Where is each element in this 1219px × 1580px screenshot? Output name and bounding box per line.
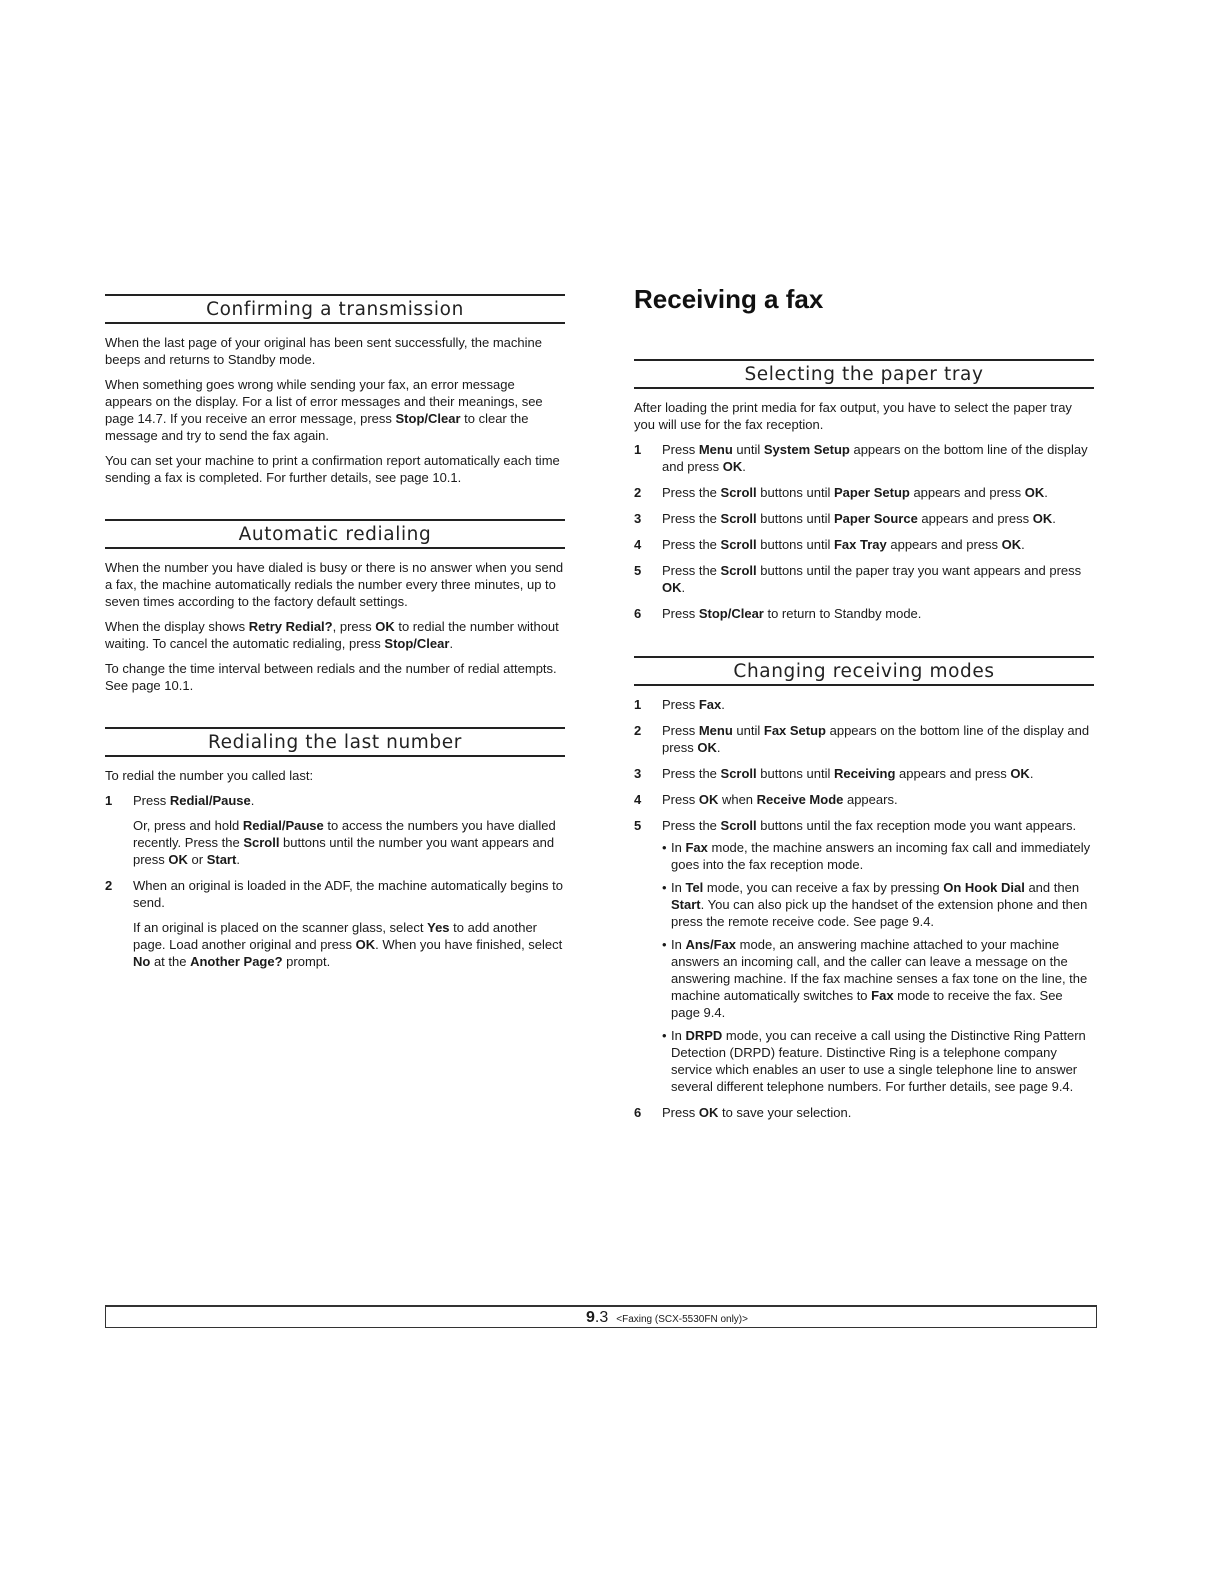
section-heading-redialing: Automatic redialing xyxy=(105,519,565,549)
step-text: Press the Scroll buttons until the fax reception mode you want appears. xyxy=(662,818,1077,833)
spacer xyxy=(105,494,565,519)
section-heading-last-number: Redialing the last number xyxy=(105,727,565,757)
step-item: 2 Press the Scroll buttons until Paper Setup appears and press OK. xyxy=(634,485,1048,500)
page-number-minor: .3 xyxy=(594,1309,609,1326)
paragraph xyxy=(105,452,565,486)
step-number: 3 xyxy=(634,766,642,781)
step-number: 4 xyxy=(634,537,642,552)
step-number: 6 xyxy=(634,606,642,621)
step-item xyxy=(105,792,565,868)
bullet-icon: • xyxy=(662,880,667,895)
step-number: 2 xyxy=(105,878,113,893)
bold-term: Redial/Pause xyxy=(169,793,251,808)
spacer xyxy=(634,631,1094,656)
spacer xyxy=(105,702,565,727)
text: When the number you have dialed is busy or there is no answer when you send a fax, the machine automatically redials the number every three minutes, up to seven times according to the factory default settings. xyxy=(105,560,564,609)
chapter-label: <Faxing (SCX-5530FN only)> xyxy=(616,1314,748,1325)
bold-term: OK xyxy=(375,619,395,634)
bullet-icon: • xyxy=(662,937,667,952)
bullet-item: • In Ans/Fax mode, an answering machine attached to your machine answers an incoming call, and the caller can leave a message on the answering machine. If the fax machine senses a fax tone on the line, the machine automatically switches to Fax mode to receive the fax. See page 9.4. xyxy=(662,937,1088,1020)
step-number: 1 xyxy=(105,793,113,808)
text: You can set your machine to print a confirmation report automatically each time sending a fax is completed. For further details, see page 10.1. xyxy=(105,453,560,485)
text: to redial the number without waiting. To cancel the automatic redialing, press xyxy=(105,619,559,651)
section-heading-confirming: Confirming a transmission xyxy=(105,294,565,324)
step-item: 5 Press the Scroll buttons until the paper tray you want appears and press OK. xyxy=(634,563,1082,595)
step-number: 5 xyxy=(634,563,642,578)
steps-list xyxy=(634,696,1094,1121)
text: When the last page of your original has been sent successfully, the machine beeps and returns to Standby mode. xyxy=(105,335,542,367)
step-number: 1 xyxy=(634,442,642,457)
bold-term: Retry Redial? xyxy=(248,619,333,634)
bold-term: Stop/Clear xyxy=(384,636,450,651)
bullet-icon: • xyxy=(662,1028,667,1043)
step-item: 1 Press Menu until System Setup appears on the bottom line of the display and press OK. xyxy=(634,442,1088,474)
paragraph xyxy=(105,660,565,694)
bullet-icon: • xyxy=(662,840,667,855)
paragraph xyxy=(105,618,565,652)
paragraph xyxy=(105,334,565,368)
step-item: 4 Press OK when Receive Mode appears. xyxy=(634,792,898,807)
footer-content xyxy=(586,1309,748,1327)
step-number: 5 xyxy=(634,818,642,833)
step-item: 1 Press Fax. xyxy=(634,697,725,712)
step-sub-paragraph: If an original is placed on the scanner glass, select Yes to add another page. Load another original and press OK. When you have finished, select No at the Another Page? prompt. xyxy=(133,920,563,969)
step-sub-paragraph: Or, press and hold Redial/Pause to access the numbers you have dialled recently. Press the Scroll buttons until the number you want appears and press OK or Start. xyxy=(133,818,556,867)
steps-list xyxy=(634,441,1094,622)
step-item: 3 Press the Scroll buttons until Paper Source appears and press OK. xyxy=(634,511,1056,526)
step-item: 4 Press the Scroll buttons until Fax Tray appears and press OK. xyxy=(634,537,1025,552)
step-item: 6 Press Stop/Clear to return to Standby mode. xyxy=(634,606,922,621)
text: . xyxy=(449,636,454,651)
step-number: 1 xyxy=(634,697,642,712)
text: When something goes wrong while sending your fax, an error message appears on the display. For a list of error messages and their meanings, see page 14.7. If you receive an error message, press xyxy=(105,377,543,426)
page-title: Receiving a fax xyxy=(634,284,824,314)
left-column xyxy=(105,294,565,979)
section-heading-receiving-modes: Changing receiving modes xyxy=(634,656,1094,686)
page-number-major: 9 xyxy=(586,1309,595,1326)
step-item: 6 Press OK to save your selection. xyxy=(634,1105,852,1120)
bullet-item: • In Fax mode, the machine answers an incoming fax call and immediately goes into the fax reception mode. xyxy=(662,840,1091,872)
paragraph xyxy=(105,376,565,444)
text: , press xyxy=(332,619,376,634)
step-number: 4 xyxy=(634,792,642,807)
bullet-list xyxy=(662,839,1094,1095)
steps-list xyxy=(105,792,565,970)
text: To change the time interval between redials and the number of redial attempts. See page 10.1. xyxy=(105,661,557,693)
paragraph xyxy=(105,767,565,784)
text: After loading the print media for fax output, you have to select the paper tray you will use for the fax reception. xyxy=(634,400,1072,432)
step-item xyxy=(634,817,1094,1095)
text: When the display shows xyxy=(105,619,249,634)
page-footer xyxy=(105,1305,1097,1328)
step-text: When an original is loaded in the ADF, the machine automatically begins to send. xyxy=(133,878,563,910)
step-number: 2 xyxy=(634,485,642,500)
bullet-item: • In DRPD mode, you can receive a call using the Distinctive Ring Pattern Detection (DRPD) feature. Distinctive Ring is a telephone company service which enables an user to use a single telephone line to answer several different telephone numbers. For further details, see page 9.4. xyxy=(662,1028,1086,1094)
step-text: Press Redial/Pause. xyxy=(133,793,255,808)
step-item: 2 Press Menu until Fax Setup appears on the bottom line of the display and press OK. xyxy=(634,723,1090,755)
step-number: 6 xyxy=(634,1105,642,1120)
bullet-item: • In Tel mode, you can receive a fax by pressing On Hook Dial and then Start. You can also pick up the handset of the extension phone and then press the remote receive code. See page 9.4. xyxy=(662,880,1088,929)
step-number: 2 xyxy=(634,723,642,738)
section-heading-paper-tray: Selecting the paper tray xyxy=(634,359,1094,389)
step-item: 3 Press the Scroll buttons until Receiving appears and press OK. xyxy=(634,766,1034,781)
paragraph xyxy=(634,399,1094,433)
text: to clear the message and try to send the fax again. xyxy=(105,411,529,443)
text: To redial the number you called last: xyxy=(105,768,314,783)
step-item xyxy=(105,877,565,970)
right-column xyxy=(634,284,1094,1130)
bold-term: Stop/Clear xyxy=(395,411,461,426)
paragraph xyxy=(105,559,565,610)
step-number: 3 xyxy=(634,511,642,526)
